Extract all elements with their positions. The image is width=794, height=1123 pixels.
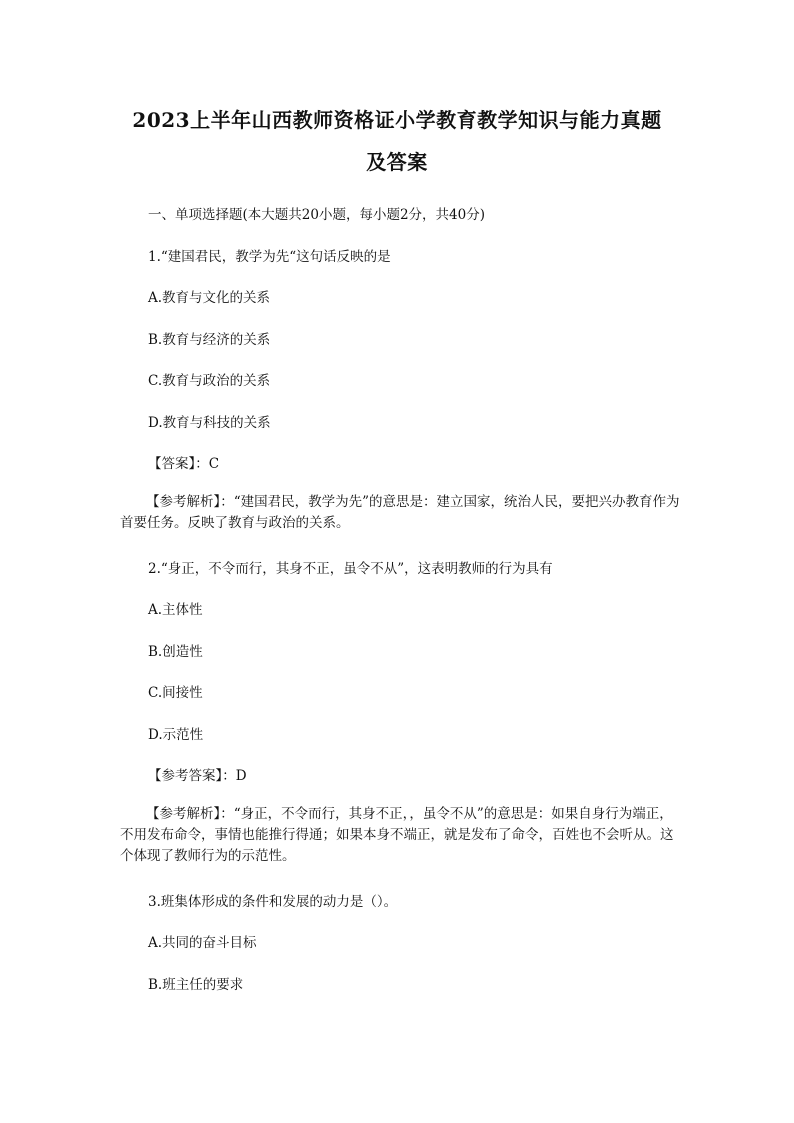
- question-2-option-a: A.主体性: [148, 602, 203, 618]
- question-2-answer: 【参考答案】：D: [148, 768, 247, 784]
- question-3-option-b: B.班主任的要求: [148, 977, 244, 993]
- question-2-analysis-text: 【参考解析】：“身正，不令而行，其身不正，，虽令不从”的意思是：如果自身行为端正，不用发布命令，事情也能推行得通；如果本身不端正，就是发布了命令，百姓也不会听从。这个体现了教师行为的示范性。: [120, 806, 674, 864]
- question-3-stem: 3.班集体形成的条件和发展的动力是（）。: [148, 894, 398, 910]
- question-2-analysis: [120, 804, 680, 867]
- question-2-option-c: C.间接性: [148, 685, 203, 701]
- question-1-stem: 1.“建国君民，教学为先“这句话反映的是: [148, 249, 391, 265]
- document-title-line-1: 2023上半年山西教师资格证小学教育教学知识与能力真题: [132, 108, 662, 132]
- question-1-analysis: [120, 492, 680, 534]
- section-heading: 一、单项选择题(本大题共20小题，每小题2分，共40分): [148, 207, 485, 223]
- question-2-option-d: D.示范性: [148, 727, 204, 743]
- question-2-stem: 2.“身正，不令而行，其身不正，虽令不从”，这表明教师的行为具有: [148, 561, 553, 577]
- question-1-option-b: B.教育与经济的关系: [148, 332, 271, 348]
- question-2-option-b: B.创造性: [148, 644, 203, 660]
- question-1-option-c: C.教育与政治的关系: [148, 373, 271, 389]
- question-3-option-a: A.共同的奋斗目标: [148, 935, 257, 951]
- question-1-option-d: D.教育与科技的关系: [148, 415, 271, 431]
- question-1-option-a: A.教育与文化的关系: [148, 290, 271, 306]
- question-1-answer: 【答案】：C: [148, 456, 220, 472]
- document-title-line-2: 及答案: [366, 150, 428, 174]
- question-1-analysis-text: 【参考解析】：“建国君民，教学为先”的意思是：建立国家，统治人民，要把兴办教育作为首要任务。反映了教育与政治的关系。: [120, 494, 680, 531]
